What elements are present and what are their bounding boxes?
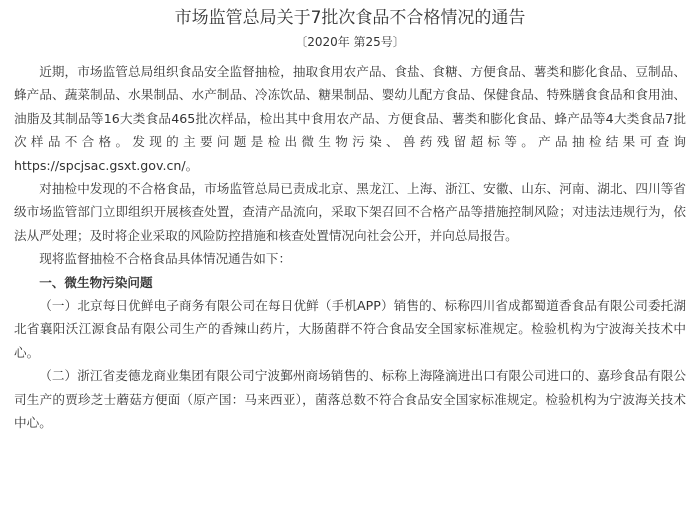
lead-in-paragraph: 现将监督抽检不合格食品具体情况通告如下：	[39, 251, 292, 267]
page-title: 市场监管总局关于7批次食品不合格情况的通告	[174, 8, 526, 28]
item-paragraph: （二）浙江省麦德龙商业集团有限公司宁波鄞州商场销售的、标称上海隆滴进出口有限公司进口的、嘉珍食品有限公司生产的贾珍芝士蘑菇方便面（原产国：马来西亚），菌落总数不符合食品安全国家标准规定。检验机构为宁波海关技术中心。	[14, 368, 686, 431]
action-paragraph: 对抽检中发现的不合格食品，市场监管总局已责成北京、黑龙江、上海、浙江、安徽、山东、河南、湖北、四川等省级市场监管部门立即组织开展核查处置，查清产品流向，采取下架召回不合格产品等措施控制风险；对违法违规行为，依法从严处理；及时将企业采取的风险防控措施和核查处置情况向社会公开，并向总局报告。	[14, 181, 686, 243]
notice-number: 〔2020年 第25号〕	[295, 35, 405, 49]
notice-body	[14, 60, 686, 435]
section-heading: 一、微生物污染问题	[39, 274, 153, 290]
item-paragraph: （一）北京每日优鲜电子商务有限公司在每日优鲜（手机APP）销售的、标称四川省成都蜀道香食品有限公司委托湖北省襄阳沃江源食品有限公司生产的香辣山药片，大肠菌群不符合食品安全国家标准规定。检验机构为宁波海关技术中心。	[14, 298, 686, 360]
intro-paragraph: 近期，市场监管总局组织食品安全监督抽检，抽取食用农产品、食盐、食糖、方便食品、薯类和膨化食品、豆制品、蜂产品、蔬菜制品、水果制品、水产制品、冷冻饮品、糖果制品、婴幼儿配方食品、保健食品、特殊膳食食品和食用油、油脂及其制品等16大类食品465批次样品，检出其中食用农产品、方便食品、薯类和膨化食品、蜂产品等4大类食品7批次样品不合格。发现的主要问题是检出微生物污染、兽药残留超标等。产品抽检结果可查询https://spcjsac.gsxt.gov.cn/。	[14, 64, 686, 173]
